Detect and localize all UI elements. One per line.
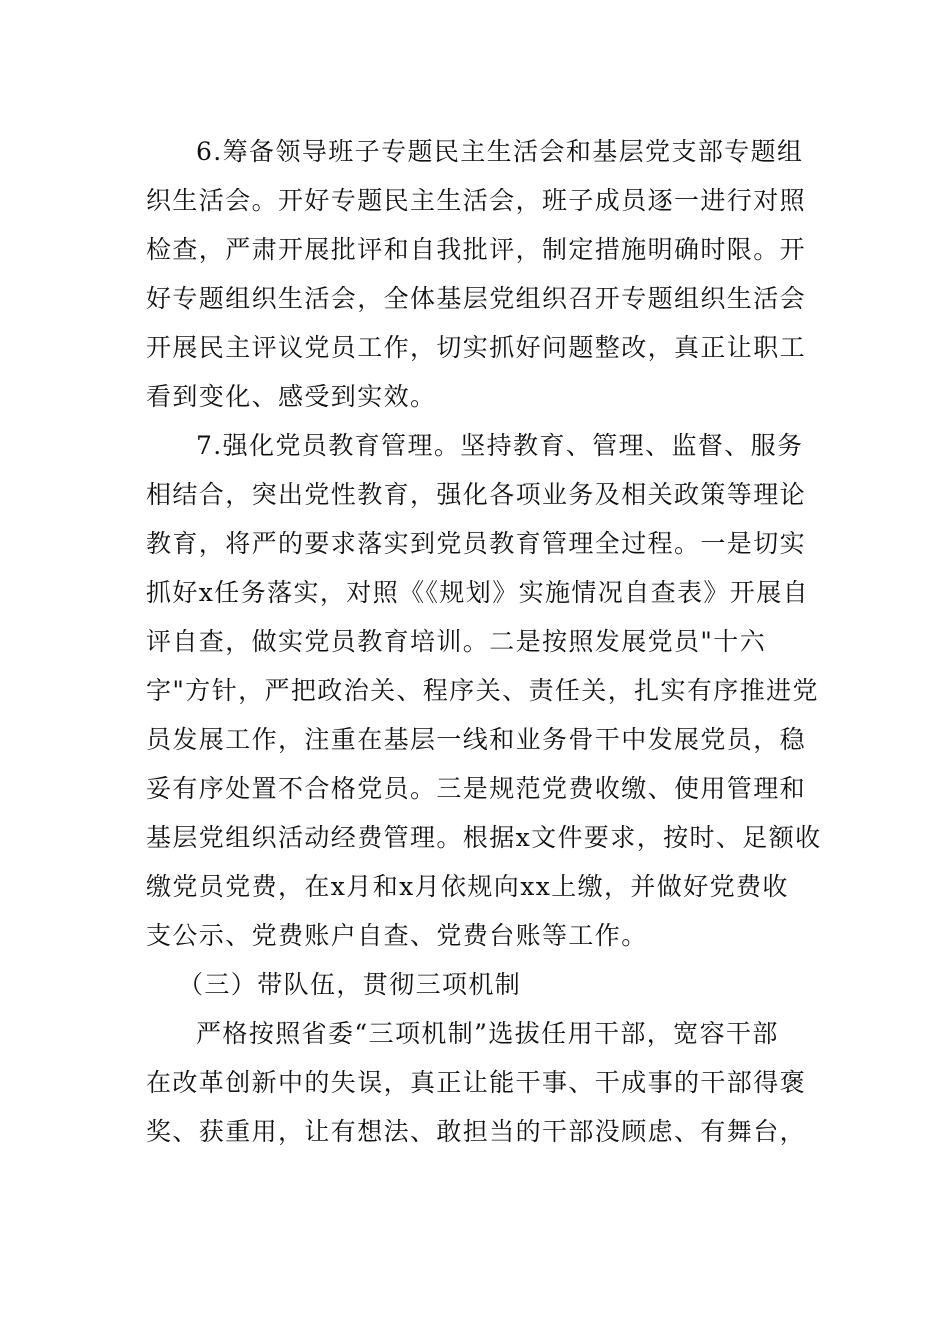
section-heading: （三）带队伍，贯彻三项机制 xyxy=(178,970,522,999)
paragraph-7-line-10: 缴党员党费，在x月和x月依规向xx上缴，并做好党费收 xyxy=(146,872,789,901)
paragraph-6-line-1: 6.筹备领导班子专题民主生活会和基层党支部专题组 xyxy=(196,137,804,166)
paragraph-6-line-3: 检查，严肃开展批评和自我批评，制定措施明确时限。开 xyxy=(146,235,807,264)
paragraph-7-line-8: 妥有序处置不合格党员。三是规范党费收缴、使用管理和 xyxy=(146,774,807,803)
paragraph-7-line-9: 基层党组织活动经费管理。根据x文件要求，按时、足额收 xyxy=(146,823,822,852)
paragraph-6-line-6: 看到变化、感受到实效。 xyxy=(146,382,437,411)
paragraph-6-line-5: 开展民主评议党员工作，切实抓好问题整改，真正让职工 xyxy=(146,333,807,362)
paragraph-8-line-1: 严格按照省委“三项机制”选拔任用干部，宽容干部 xyxy=(196,1019,779,1048)
paragraph-7-line-7: 员发展工作，注重在基层一线和业务骨干中发展党员，稳 xyxy=(146,725,807,754)
paragraph-8-line-2: 在改革创新中的失误，真正让能干事、干成事的干部得褒 xyxy=(146,1068,807,1097)
paragraph-7-line-2: 相结合，突出党性教育，强化各项业务及相关政策等理论 xyxy=(146,480,807,509)
paragraph-7-line-5: 评自查，做实党员教育培训。二是按照发展党员"十六 xyxy=(146,627,767,656)
paragraph-7-line-3: 教育，将严的要求落实到党员教育管理全过程。一是切实 xyxy=(146,529,807,558)
paragraph-7-line-4: 抓好x任务落实，对照《《规划》实施情况自查表》开展自 xyxy=(146,578,810,607)
paragraph-7-line-11: 支公示、党费账户自查、党费台账等工作。 xyxy=(146,921,648,950)
paragraph-7-line-1: 7.强化党员教育管理。坚持教育、管理、监督、服务 xyxy=(196,431,804,460)
paragraph-6-line-4: 好专题组织生活会，全体基层党组织召开专题组织生活会 xyxy=(146,284,807,313)
paragraph-8-line-3: 奖、获重用，让有想法、敢担当的干部没顾虑、有舞台， xyxy=(146,1117,807,1146)
paragraph-6-line-2: 织生活会。开好专题民主生活会，班子成员逐一进行对照 xyxy=(146,186,807,215)
paragraph-7-line-6: 字"方针，严把政治关、程序关、责任关，扎实有序推进党 xyxy=(146,676,819,705)
